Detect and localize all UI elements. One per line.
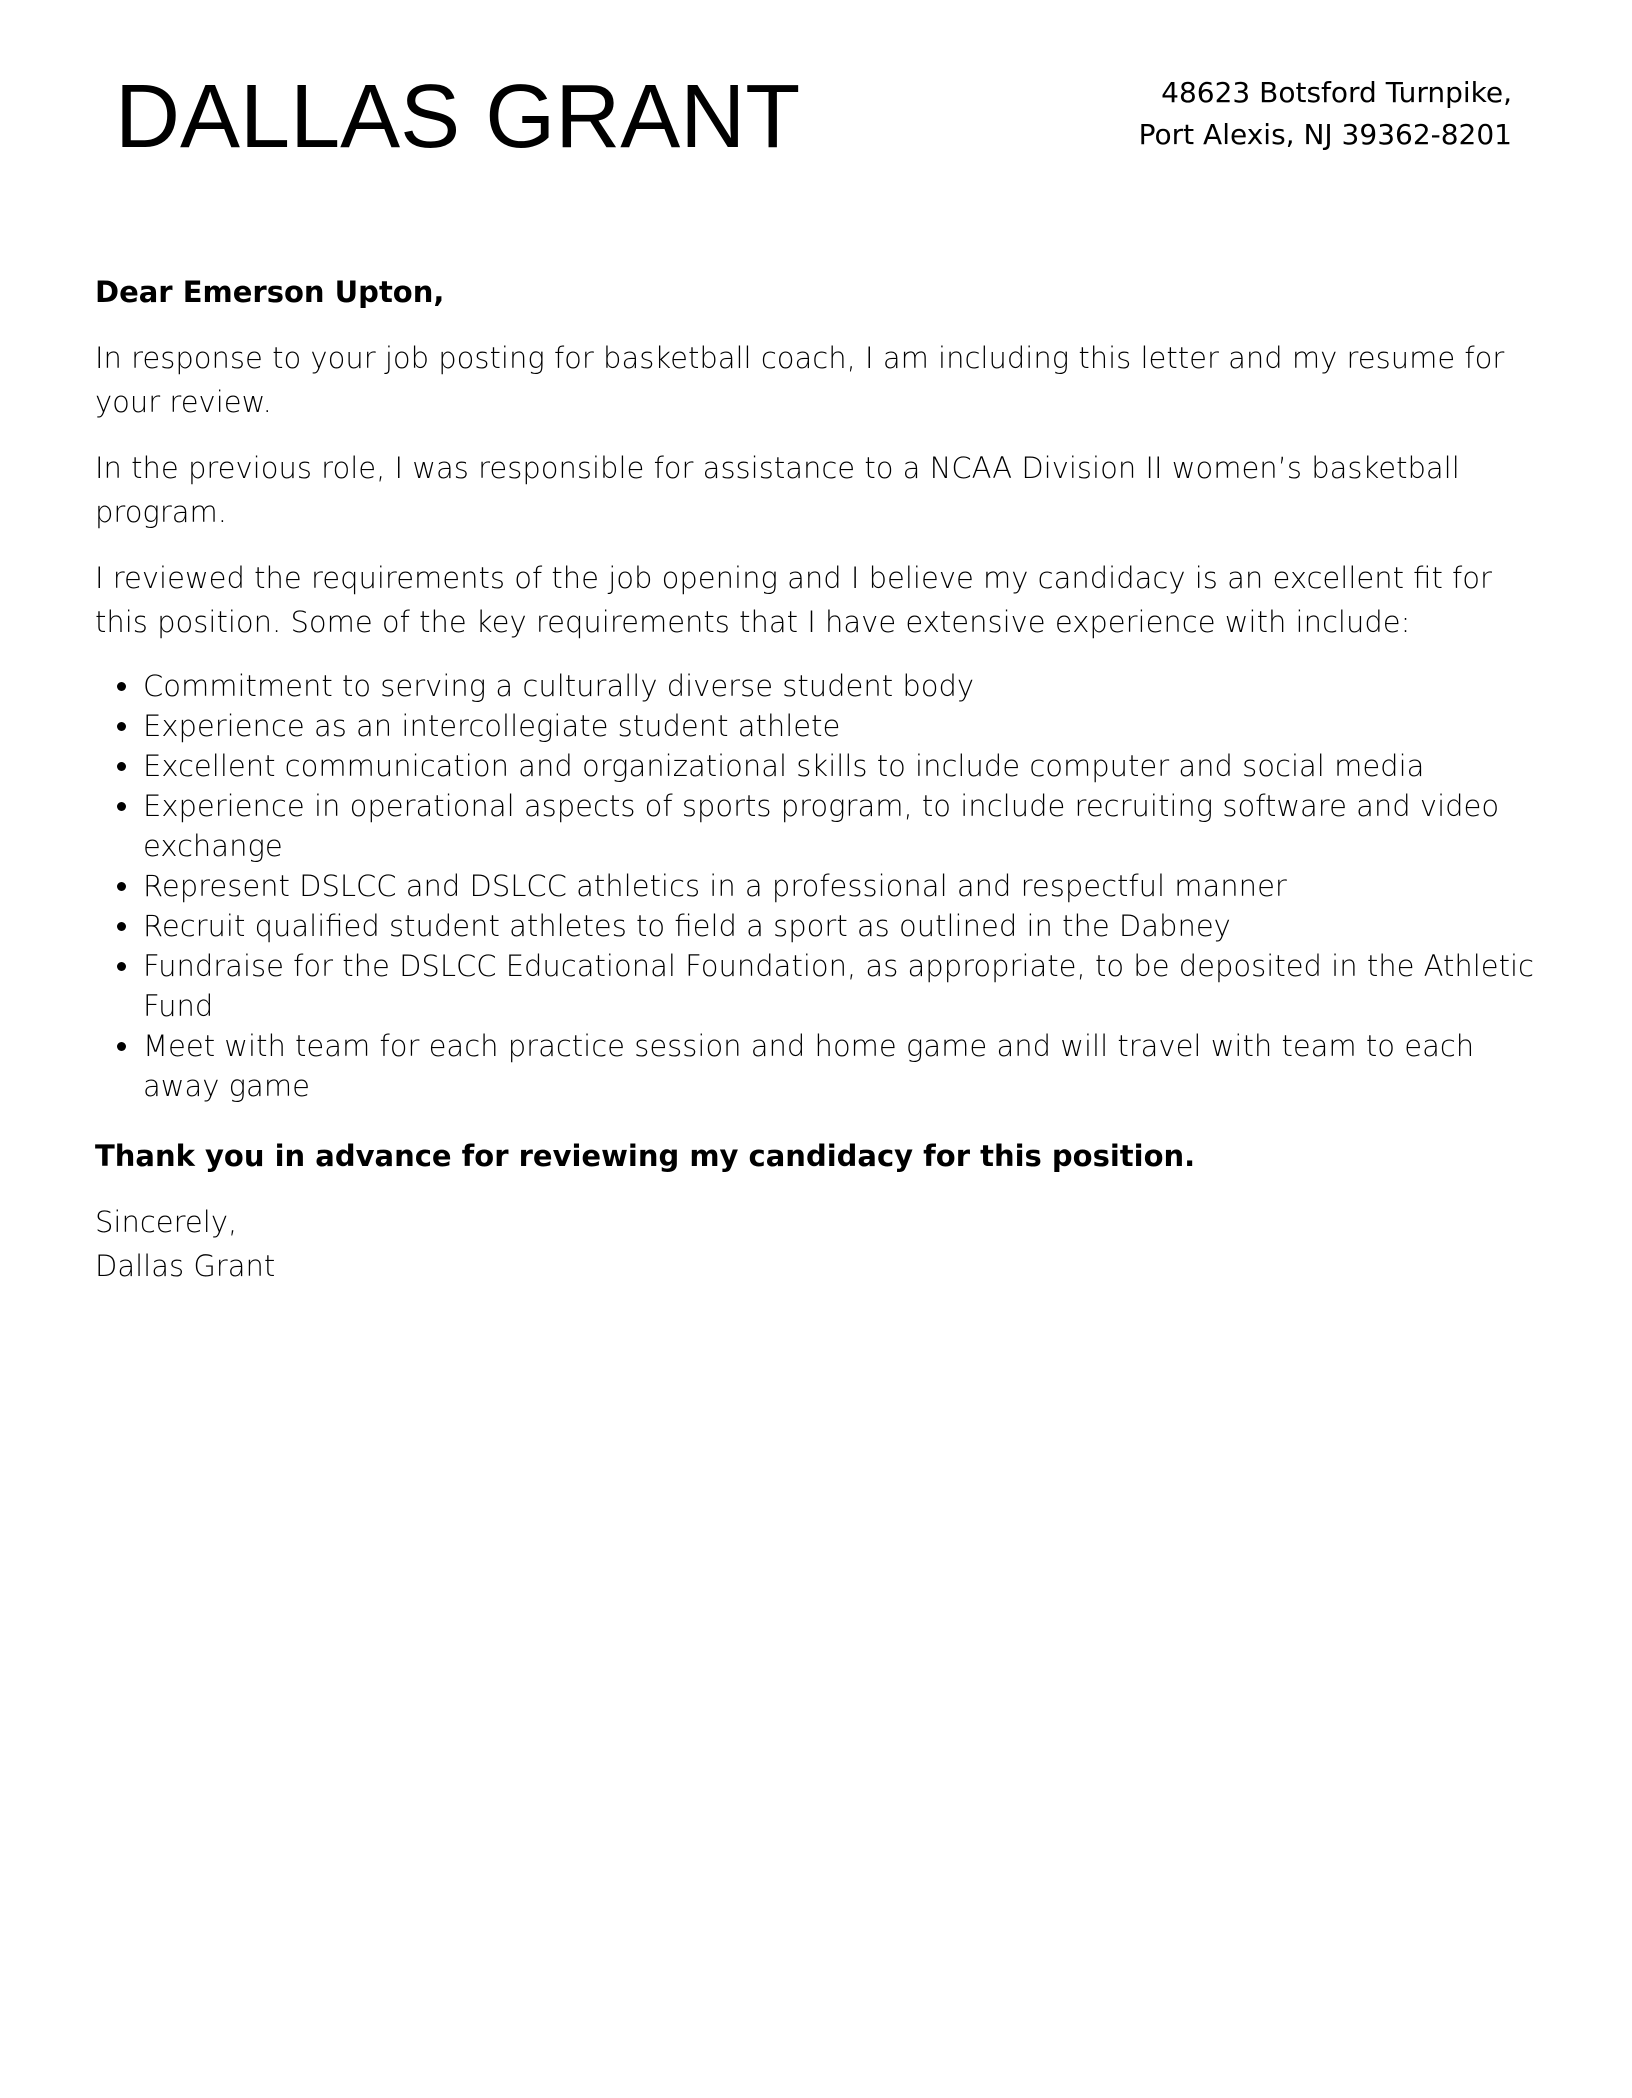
list-item: Represent DSLCC and DSLCC athletics in a professional and respectful manner <box>143 866 1535 906</box>
address-line-1: 48623 Botsford Turnpike, <box>1161 76 1512 109</box>
list-item: Experience in operational aspects of sports program, to include recruiting software and video exchange <box>143 786 1535 866</box>
list-item: Experience as an intercollegiate student athlete <box>143 706 1535 746</box>
list-item: Recruit qualified student athletes to field a sport as outlined in the Dabney <box>143 906 1535 946</box>
list-item: Fundraise for the DSLCC Educational Foundation, as appropriate, to be deposited in the Athletic Fund <box>143 946 1535 1026</box>
paragraph-requirements-intro: I reviewed the requirements of the job opening and I believe my candidacy is an excellent fit for this position. Some of the key requirements that I have extensive experience with include: <box>95 561 1492 639</box>
closing-statement: Thank you in advance for reviewing my candidacy for this position. <box>95 1139 1196 1173</box>
paragraph-previous-role: In the previous role, I was responsible for assistance to a NCAA Division II women’s basketball program. <box>95 451 1460 529</box>
paragraph-intro: In response to your job posting for basketball coach, I am including this letter and my resume for your review. <box>95 341 1505 419</box>
letter-body <box>95 270 1535 1288</box>
requirements-list <box>95 666 1535 1106</box>
salutation: Dear Emerson Upton, <box>95 275 445 309</box>
applicant-name: DALLAS GRANT <box>115 67 801 167</box>
list-item: Meet with team for each practice session and home game and will travel with team to each away game <box>143 1026 1535 1106</box>
list-item: Excellent communication and organizational skills to include computer and social media <box>143 746 1535 786</box>
address-line-2: Port Alexis, NJ 39362-8201 <box>1138 118 1512 151</box>
signoff: Sincerely, <box>95 1205 238 1239</box>
signoff-block <box>95 1200 1535 1288</box>
signature-name: Dallas Grant <box>95 1249 276 1283</box>
applicant-address <box>1139 72 1512 156</box>
list-item: Commitment to serving a culturally diverse student body <box>143 666 1535 706</box>
